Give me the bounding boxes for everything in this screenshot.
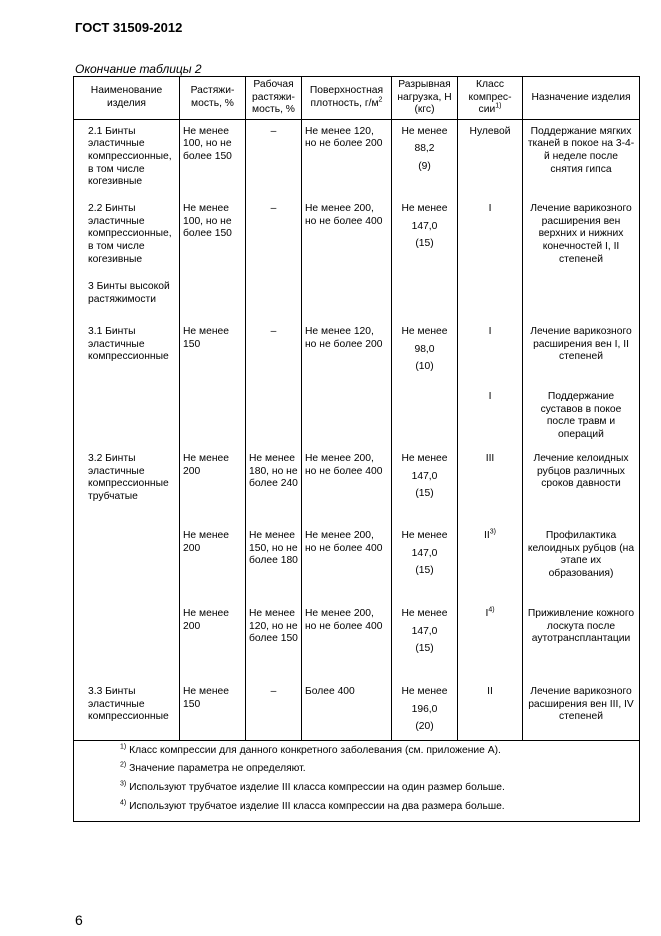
table-row: [74, 275, 640, 320]
cell-class: $I^{4)}$: [458, 602, 523, 680]
cell-density: Не менее 120, но не более 200: [302, 320, 392, 385]
cell-load: Не менее 88,2 (9): [392, 119, 458, 197]
data-table: [73, 76, 640, 822]
document-header: ГОСТ 31509-2012: [75, 20, 183, 35]
table-caption: Окончание таблицы 2: [75, 62, 202, 76]
cell-load: Не менее 147,0 (15): [392, 197, 458, 275]
cell-density: Не менее 120, но не более 200: [302, 119, 392, 197]
cell-work-stretch: [246, 275, 302, 320]
cell-purpose: Лечение варикозного расширения вен III, IV степеней: [523, 680, 640, 740]
cell-load: Не менее 147,0 (15): [392, 447, 458, 524]
cell-stretch: Не менее 200: [180, 447, 246, 524]
footnote: $^{3)}$ Используют трубчатое изделие III класса компрессии на один размер больше.: [120, 780, 505, 793]
col-header-work-stretch: Рабочая растяжи-мость, %: [246, 77, 302, 120]
cell-density: Не менее 200, но не более 400: [302, 447, 392, 524]
cell-purpose: [523, 275, 640, 320]
footnote: $^{4)}$ Используют трубчатое изделие III класса компрессии на два размера больше.: [120, 799, 505, 812]
cell-name: [74, 524, 180, 602]
cell-name: 2.1 Бинты эластичные компрессионные, в том числе когезивные: [74, 119, 180, 197]
cell-work-stretch: [246, 385, 302, 447]
cell-class: III: [458, 447, 523, 524]
cell-load: [392, 385, 458, 447]
cell-stretch: Не менее 150: [180, 320, 246, 385]
cell-work-stretch: Не менее 150, но не более 180: [246, 524, 302, 602]
footnotes-cell: [74, 740, 640, 821]
cell-class: Нулевой: [458, 119, 523, 197]
table-row: [74, 524, 640, 602]
cell-work-stretch: Не менее 120, но не более 150: [246, 602, 302, 680]
col-header-stretch: Растяжи-мость, %: [180, 77, 246, 120]
cell-name: 3.3 Бинты эластичные компрессионные: [74, 680, 180, 740]
cell-stretch: [180, 275, 246, 320]
cell-load: [392, 275, 458, 320]
cell-load: Не менее 196,0 (20): [392, 680, 458, 740]
cell-stretch: Не менее 100, но не более 150: [180, 119, 246, 197]
cell-class: [458, 275, 523, 320]
cell-work-stretch: –: [246, 119, 302, 197]
cell-purpose: Лечение варикозного расширения вен верхних и нижних конечностей I, II степеней: [523, 197, 640, 275]
footnote: $^{1)}$ Класс компрессии для данного конкретного заболевания (см. приложение А).: [120, 743, 501, 756]
cell-stretch: Не менее 100, но не более 150: [180, 197, 246, 275]
cell-name: 2.2 Бинты эластичные компрессионные, в том числе когезивные: [74, 197, 180, 275]
table-row: [74, 447, 640, 524]
cell-stretch: Не менее 200: [180, 524, 246, 602]
table-row: [74, 197, 640, 275]
cell-density: Не менее 200, но не более 400: [302, 524, 392, 602]
cell-purpose: Лечение варикозного расширения вен I, II степеней: [523, 320, 640, 385]
cell-work-stretch: –: [246, 320, 302, 385]
cell-purpose: Лечение келоидных рубцов различных сроков давности: [523, 447, 640, 524]
cell-density: [302, 385, 392, 447]
table-row: [74, 602, 640, 680]
col-header-density: Поверхностная плотность, $г/м^2$: [302, 77, 392, 120]
col-header-name: Наименование изделия: [74, 77, 180, 120]
cell-purpose: Приживление кожного лоскута после аутотрансплантации: [523, 602, 640, 680]
cell-stretch: Не менее 150: [180, 680, 246, 740]
footnote: $^{2)}$ Значение параметра не определяют.: [120, 761, 306, 775]
cell-load: Не менее 147,0 (15): [392, 524, 458, 602]
cell-density: [302, 275, 392, 320]
cell-density: Не менее 200, но не более 400: [302, 602, 392, 680]
cell-class: I: [458, 385, 523, 447]
table-row: [74, 385, 640, 447]
cell-name: [74, 602, 180, 680]
cell-load: Не менее 147,0 (15): [392, 602, 458, 680]
col-header-class: Класс компрес-сии$^{1)}$: [458, 77, 523, 120]
col-header-load: Разрывная нагрузка, Н (кгс): [392, 77, 458, 120]
cell-class: I: [458, 197, 523, 275]
page-number: 6: [75, 912, 83, 928]
cell-density: Более 400: [302, 680, 392, 740]
cell-work-stretch: –: [246, 680, 302, 740]
table-row: [74, 119, 640, 197]
cell-purpose: Поддержание суставов в покое после травм и операций: [523, 385, 640, 447]
cell-work-stretch: Не менее 180, но не более 240: [246, 447, 302, 524]
cell-stretch: [180, 385, 246, 447]
cell-class: I: [458, 320, 523, 385]
cell-density: Не менее 200, но не более 400: [302, 197, 392, 275]
cell-purpose: Профилактика келоидных рубцов (на этапе их образования): [523, 524, 640, 602]
col-header-purpose: Назначение изделия: [523, 77, 640, 120]
cell-class: II$^{3)}$: [458, 524, 523, 602]
cell-name: 3 Бинты высокой растяжимости: [74, 275, 180, 320]
cell-work-stretch: –: [246, 197, 302, 275]
cell-class: II: [458, 680, 523, 740]
cell-name: 3.2 Бинты эластичные компрессионные трубчатые: [74, 447, 180, 524]
cell-name: [74, 385, 180, 447]
cell-load: Не менее 98,0 (10): [392, 320, 458, 385]
table-row: [74, 680, 640, 740]
footnotes-row: [74, 740, 640, 821]
cell-name: 3.1 Бинты эластичные компрессионные: [74, 320, 180, 385]
cell-purpose: Поддержание мягких тканей в покое на 3-4-й неделе после снятия гипса: [523, 119, 640, 197]
cell-stretch: Не менее 200: [180, 602, 246, 680]
table-row: [74, 320, 640, 385]
